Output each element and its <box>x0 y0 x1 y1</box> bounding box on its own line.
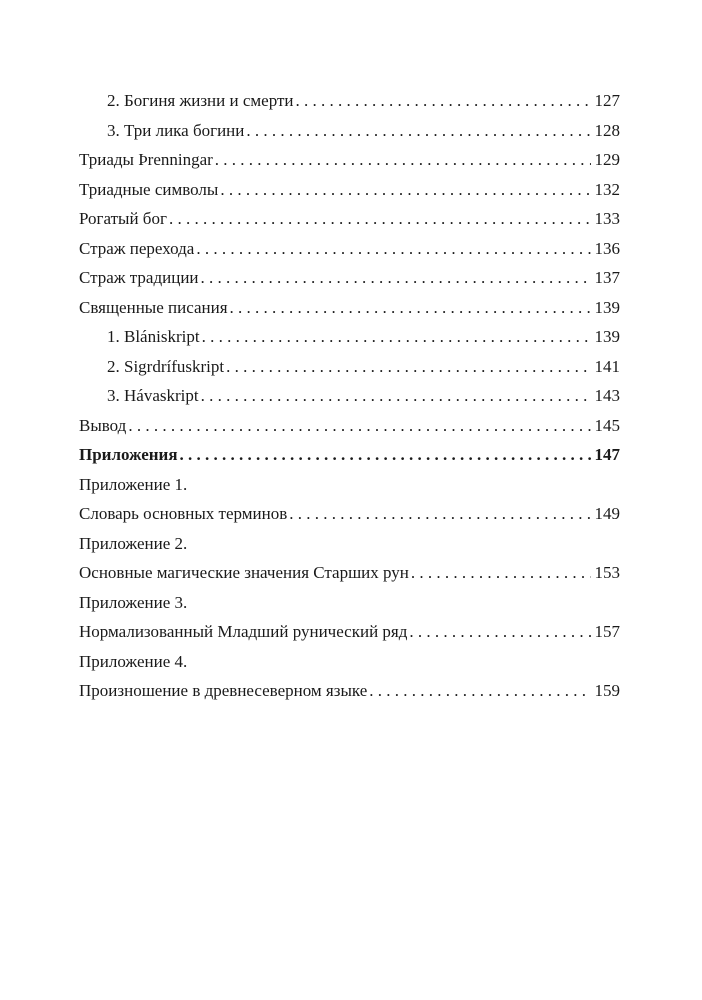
toc-entry-label: Словарь основных терминов <box>79 504 288 523</box>
toc-leader-dots <box>226 352 590 382</box>
toc-entry-page: 128 <box>594 120 620 140</box>
toc-entry[interactable] <box>79 263 620 293</box>
toc-entry-appendices[interactable] <box>79 440 620 470</box>
toc-entry[interactable] <box>79 499 620 529</box>
appendix-heading: Приложение 3. <box>79 592 188 612</box>
toc-entry-label: 3. Три лика богини <box>107 120 245 140</box>
toc-entry-page: 153 <box>594 563 620 582</box>
toc-entry-page: 136 <box>594 238 620 258</box>
toc-entry-label: Приложения <box>79 445 178 464</box>
toc-entry-page: 159 <box>594 681 620 700</box>
toc-entry[interactable] <box>79 617 620 647</box>
toc-leader-dots <box>201 381 591 411</box>
toc-entry-page: 139 <box>594 297 620 317</box>
toc-entry[interactable] <box>79 86 620 116</box>
toc-leader-dots <box>411 558 591 588</box>
toc-entry-page: 147 <box>594 445 620 464</box>
toc-entry-page: 132 <box>594 179 620 199</box>
toc-leader-dots <box>369 676 590 706</box>
toc-leader-dots <box>180 440 591 470</box>
appendix-block <box>79 647 620 706</box>
toc-leader-dots <box>201 263 591 293</box>
toc-leader-dots <box>169 204 591 234</box>
toc-entry[interactable] <box>79 381 620 411</box>
toc-entry-label: Нормализованный Младший рунический ряд <box>79 622 408 641</box>
toc-entry-label: 1. Blániskript <box>107 327 200 346</box>
toc-entry-page: 139 <box>594 327 620 346</box>
toc-entry[interactable] <box>79 175 620 205</box>
toc-leader-dots <box>409 617 590 647</box>
toc-entry[interactable] <box>79 322 620 352</box>
toc-entry-label: 3. Hávaskript <box>107 386 199 405</box>
toc-entry-label: Священные писания <box>79 297 228 317</box>
toc-leader-dots <box>246 116 590 146</box>
table-of-contents <box>79 86 620 706</box>
toc-entry-label: Триады Þrenningar <box>79 150 213 169</box>
toc-entry[interactable] <box>79 145 620 175</box>
toc-leader-dots <box>128 411 590 441</box>
toc-entry-page: 157 <box>594 622 620 641</box>
toc-entry-page: 141 <box>594 356 620 376</box>
toc-leader-dots <box>215 145 591 175</box>
toc-entry-label: Рогатый бог <box>79 209 167 228</box>
toc-entry-page: 127 <box>594 91 620 110</box>
toc-entry[interactable] <box>79 116 620 146</box>
toc-entry[interactable] <box>79 204 620 234</box>
appendix-block <box>79 529 620 588</box>
toc-entry-label: Страж традиции <box>79 268 199 287</box>
appendix-heading: Приложение 4. <box>79 651 188 671</box>
toc-entry-page: 129 <box>594 150 620 169</box>
toc-entry-page: 137 <box>594 268 620 287</box>
toc-entry[interactable] <box>79 293 620 323</box>
toc-leader-dots <box>220 175 590 205</box>
toc-leader-dots <box>289 499 590 529</box>
toc-leader-dots <box>230 293 591 323</box>
toc-entry-label: 2. Богиня жизни и смерти <box>107 91 294 110</box>
toc-entry[interactable] <box>79 352 620 382</box>
toc-leader-dots <box>296 86 591 116</box>
toc-entry[interactable] <box>79 558 620 588</box>
toc-entry-label: Вывод <box>79 415 127 435</box>
toc-entry-label: Триадные символы <box>79 179 219 199</box>
toc-entry-label: Страж перехода <box>79 238 195 258</box>
toc-entry[interactable] <box>79 234 620 264</box>
appendix-heading: Приложение 1. <box>79 474 188 494</box>
toc-entry-label: Основные магические значения Старших рун <box>79 563 409 582</box>
toc-leader-dots <box>202 322 591 352</box>
appendix-heading: Приложение 2. <box>79 533 188 553</box>
toc-entry-page: 149 <box>594 504 620 523</box>
toc-entry-page: 133 <box>594 209 620 228</box>
appendix-block <box>79 588 620 647</box>
toc-entry[interactable] <box>79 411 620 441</box>
toc-entry-page: 143 <box>594 386 620 405</box>
toc-leader-dots <box>196 234 590 264</box>
appendix-block <box>79 470 620 529</box>
toc-entry-label: Произношение в древнесеверном языке <box>79 681 368 700</box>
toc-entry-page: 145 <box>594 415 620 435</box>
toc-entry[interactable] <box>79 676 620 706</box>
toc-entry-label: 2. Sigrdrífuskript <box>107 356 225 376</box>
